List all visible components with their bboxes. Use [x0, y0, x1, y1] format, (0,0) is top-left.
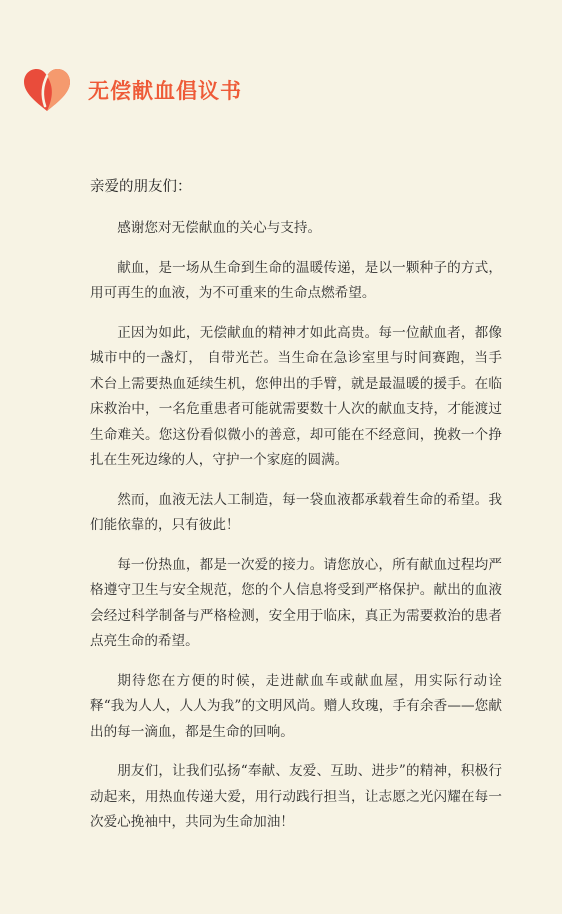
paragraph-thanks: 感谢您对无偿献血的关心与支持。	[117, 220, 322, 236]
paragraph-blood-donation: 献血，是一场从生命到生命的温暖传递，是以一颗种子的方式，用可再生的血液，为不可重来的生命点燃希望。	[90, 259, 502, 301]
paragraph-call-to-action: 朋友们，让我们弘扬“奉献、友爱、互助、进步”的精神，积极行动起来，用热血传递大爱，用行动践行担当，让志愿之光闪耀在每一次爱心挽袖中，共同为生命加油！	[90, 763, 502, 830]
page-header	[22, 66, 242, 114]
paragraph-cannot-manufacture: 然而，血液无法人工制造，每一袋血液都承载着生命的希望。我们能依靠的，只有彼此！	[90, 491, 502, 533]
paragraph-invitation: 期待您在方便的时候，走进献血车或献血屋，用实际行动诠释“我为人人，人人为我”的文明风尚。赠人玫瑰，手有余香——您献出的每一滴血，都是生命的回响。	[90, 672, 502, 740]
heart-icon	[22, 68, 72, 112]
paragraph-safety: 每一份热血，都是一次爱的接力。请您放心，所有献血过程均严格遵守卫生与安全规范，您的个人信息将受到严格保护。献出的血液会经过科学制备与严格检测，安全用于临床，真正为需要救治的患者点亮生命的希望。	[90, 556, 502, 649]
paragraph-noble-spirit: 正因为如此，无偿献血的精神才如此高贵。每一位献血者，都像城市中的一盏灯， 自带光芒。当生命在急诊室里与时间赛跑，当手术台上需要热血延续生机，您伸出的手臂，就是最温暖的援手。在临床救治中，一名危重患者可能就需要数十人次的献血支持，才能渡过生命难关。您这份看似微小的善意，却可能在不经意间，挽救一个挣扎在生死边缘的人，守护一个家庭的圆满。	[90, 324, 502, 468]
letter-body	[90, 176, 502, 850]
page-title: 无偿献血倡议书	[88, 79, 242, 103]
salutation: 亲爱的朋友们：	[90, 179, 192, 195]
